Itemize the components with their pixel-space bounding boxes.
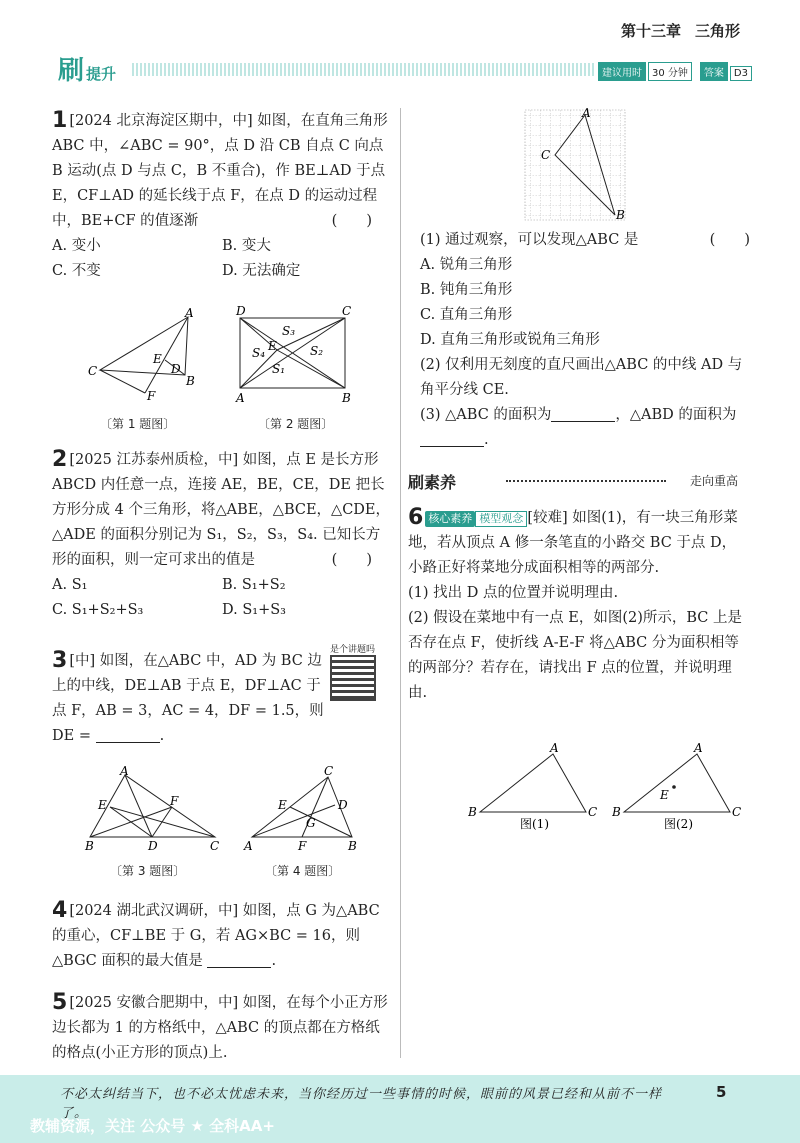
- column-divider: [400, 108, 401, 1058]
- problem-3: 3 [中] 如图，在△ABC 中，AD 为 BC 边上的中线，DE⊥AB 于点 E，DF⊥AC 于点 F，AB = 3，AC = 4，DF = 1.5，则 DE = .: [52, 648, 324, 744]
- chapter-title: 三角形: [694, 22, 740, 40]
- options: [52, 573, 392, 623]
- svg-text:E: E: [660, 788, 669, 802]
- problem-2: [52, 447, 392, 623]
- figure-1: [85, 305, 215, 405]
- svg-text:C: C: [342, 305, 352, 318]
- svg-text:S₂: S₂: [310, 344, 324, 358]
- de-label: DE =: [52, 728, 91, 744]
- svg-text:C: C: [588, 805, 598, 819]
- svg-text:A: A: [236, 391, 245, 405]
- answer-page: D3: [730, 66, 752, 81]
- problem-4: [52, 898, 392, 974]
- q1-text: (1) 找出 D 点的位置并说明理由.: [408, 585, 619, 601]
- q3-text-b: ，△ABD 的面积为: [615, 407, 737, 423]
- svg-text:B: B: [616, 208, 625, 222]
- svg-text:C: C: [324, 765, 334, 778]
- area-abc-blank[interactable]: [551, 405, 615, 422]
- figure-2-label: 图(2): [664, 817, 693, 831]
- option-c: C. 不变: [52, 263, 101, 279]
- svg-text:D: D: [236, 305, 246, 318]
- problem-number: 6: [408, 505, 424, 530]
- option-b: B. S₁+S₂: [222, 577, 286, 593]
- problem-text: [2024 北京海淀区期中，中] 如图，在直角三角形 ABC 中，∠ABC = 90°，点 D 沿 CB 自点 C 向点 B 运动(点 D 与点 C，B 不重合)，作 BE⊥AD 于点 E，CF⊥AD 的延长线于点 F，在点 D 的运动过程中，BE+CF 的值逐渐: [52, 113, 388, 229]
- svg-text:C: C: [732, 805, 742, 819]
- answer-blank[interactable]: [96, 726, 160, 743]
- qr-code[interactable]: [330, 645, 382, 707]
- svg-text:B: B: [342, 391, 351, 405]
- figure-6-2: [612, 742, 747, 832]
- answer-paren: ( ): [331, 213, 372, 229]
- answer-paren: ( ): [331, 552, 372, 568]
- qr-label: 是个讲题吗: [330, 645, 376, 655]
- svg-text:C: C: [88, 364, 98, 378]
- q1-text: (1) 通过观察，可以发现△ABC 是: [420, 232, 639, 248]
- svg-text:B: B: [85, 839, 94, 853]
- svg-text:S₁: S₁: [272, 362, 286, 376]
- time-value: 30 分钟: [648, 62, 692, 81]
- svg-text:S₃: S₃: [282, 324, 296, 338]
- q3-text-c: .: [484, 432, 489, 448]
- svg-text:F: F: [298, 839, 307, 853]
- figure-2-caption: 〔第 2 题图〕: [258, 417, 334, 431]
- option-a: A. S₁: [52, 577, 88, 593]
- brand-small: 提升: [86, 65, 117, 83]
- option-a: A. 锐角三角形: [420, 257, 513, 273]
- problem-number: 4: [52, 898, 68, 923]
- model-tag: 模型观念: [475, 511, 527, 527]
- time-label: 建议用时: [598, 62, 646, 81]
- option-d: D. 直角三角形或锐角三角形: [420, 332, 600, 348]
- svg-text:E: E: [98, 798, 107, 812]
- section-right: 走向重高: [689, 474, 738, 488]
- qr-code-icon: [330, 655, 376, 701]
- svg-text:A: A: [244, 839, 253, 853]
- svg-text:A: A: [185, 306, 194, 320]
- svg-text:G: G: [306, 816, 316, 830]
- figure-5-grid: [520, 105, 630, 223]
- svg-text:D: D: [338, 798, 348, 812]
- svg-text:E: E: [278, 798, 287, 812]
- problem-1: [52, 108, 392, 284]
- svg-text:A: A: [550, 742, 559, 755]
- chapter-label: 第十三章: [620, 22, 681, 40]
- figure-2: [232, 305, 357, 405]
- problem-text: [2024 湖北武汉调研，中] 如图，点 G 为△ABC 的重心，CF⊥BE 于 G，若 AG×BC = 16，则△BGC 面积的最大值是: [52, 903, 380, 969]
- svg-text:B: B: [468, 805, 477, 819]
- svg-text:F: F: [147, 389, 156, 403]
- option-a: A. 变小: [52, 238, 101, 254]
- core-tag: 核心素养: [425, 511, 475, 527]
- figure-3: [80, 765, 225, 855]
- svg-text:A: A: [694, 742, 703, 755]
- problem-text: [2025 安徽合肥期中，中] 如图，在每个小正方形边长都为 1 的方格纸中，△ABC 的顶点都在方格纸的格点(小正方形的顶点)上.: [52, 995, 388, 1061]
- period: .: [271, 953, 277, 969]
- problem-number: 1: [52, 108, 68, 133]
- problem-text: [2025 江苏泰州质检，中] 如图，点 E 是长方形 ABCD 内任意一点，连接 AE，BE，CE，DE 把长方形分成 4 个三角形，将△ABE，△BCE，△CDE，△ADE 的面积分别记为 S₁，S₂，S₃，S₄. 已知长方形的面积，则一定可求出的值是: [52, 452, 391, 568]
- svg-text:C: C: [210, 839, 220, 853]
- option-d: D. 无法确定: [222, 263, 301, 279]
- option-c: C. 直角三角形: [420, 307, 513, 323]
- q2-text: (2) 假设在菜地中有一点 E，如图(2)所示，BC 上是否存在点 F，使折线 A-E-F 将△ABC 分为面积相等的两部分？若存在，请找出 F 点的位置，并说明理由.: [408, 610, 743, 701]
- q2-text: (2) 仅利用无刻度的直尺画出△ABC 的中线 AD 与角平分线 CE.: [420, 357, 743, 398]
- svg-text:S₄: S₄: [252, 346, 266, 360]
- svg-text:B: B: [186, 374, 195, 388]
- problem-text: [中] 如图，在△ABC 中，AD 为 BC 边上的中线，DE⊥AB 于点 E，DF⊥AC 于点 F，AB = 3，AC = 4，DF = 1.5，则: [52, 653, 324, 719]
- figure-6-1: [468, 742, 603, 832]
- section-header: [408, 470, 738, 492]
- option-b: B. 变大: [222, 238, 271, 254]
- brand-logo: [58, 50, 116, 87]
- figure-3-caption: 〔第 3 题图〕: [110, 864, 186, 878]
- section-title: 刷素养: [408, 473, 457, 492]
- area-abd-blank[interactable]: [420, 430, 484, 447]
- watermark: 教辅资源，关注 公众号 ★ 全科AA+: [30, 1117, 275, 1135]
- svg-text:D: D: [171, 362, 181, 376]
- figure-1-label: 图(1): [520, 817, 549, 831]
- svg-text:C: C: [541, 148, 551, 162]
- svg-text:A: A: [120, 765, 129, 778]
- figure-4: [240, 765, 365, 855]
- brand-big: 刷: [58, 56, 85, 86]
- header-stripes: [132, 63, 594, 76]
- figure-4-caption: 〔第 4 题图〕: [265, 864, 341, 878]
- problem-number: 3: [52, 648, 68, 673]
- page-number: 5: [716, 1083, 727, 1101]
- svg-text:E: E: [268, 339, 277, 353]
- options: [52, 234, 392, 284]
- figure-1-caption: 〔第 1 题图〕: [100, 417, 176, 431]
- svg-text:F: F: [170, 794, 179, 808]
- answer-label: 答案: [700, 62, 728, 81]
- problem-5-text: [52, 990, 392, 1066]
- option-d: D. S₁+S₃: [222, 602, 286, 618]
- section-divider: [506, 480, 666, 482]
- answer-blank[interactable]: [207, 951, 271, 968]
- option-c: C. S₁+S₂+S₃: [52, 602, 144, 618]
- problem-number: 2: [52, 447, 68, 472]
- footer: [0, 1075, 800, 1143]
- option-b: B. 钝角三角形: [420, 282, 513, 298]
- problem-6: [408, 505, 743, 706]
- q3-text-a: (3) △ABC 的面积为: [420, 407, 552, 423]
- svg-text:B: B: [348, 839, 357, 853]
- problem-number: 5: [52, 990, 68, 1015]
- chapter-header: [607, 20, 740, 41]
- svg-text:A: A: [582, 106, 591, 120]
- problem-text: [较难] 如图(1)，有一块三角形菜地，若从顶点 A 修一条笔直的小路交 BC 于点 D，小路正好将菜地分成面积相等的两部分.: [408, 510, 738, 576]
- problem-5-questions: [420, 228, 750, 453]
- svg-text:D: D: [148, 839, 158, 853]
- time-box: [598, 62, 754, 81]
- svg-text:E: E: [153, 352, 162, 366]
- svg-text:B: B: [612, 805, 621, 819]
- footer-quote: 不必太纠结当下，也不必太忧虑未来，当你经历过一些事情的时候，眼前的风景已经和从前不一样了。: [60, 1087, 663, 1121]
- answer-paren: ( ): [709, 232, 750, 248]
